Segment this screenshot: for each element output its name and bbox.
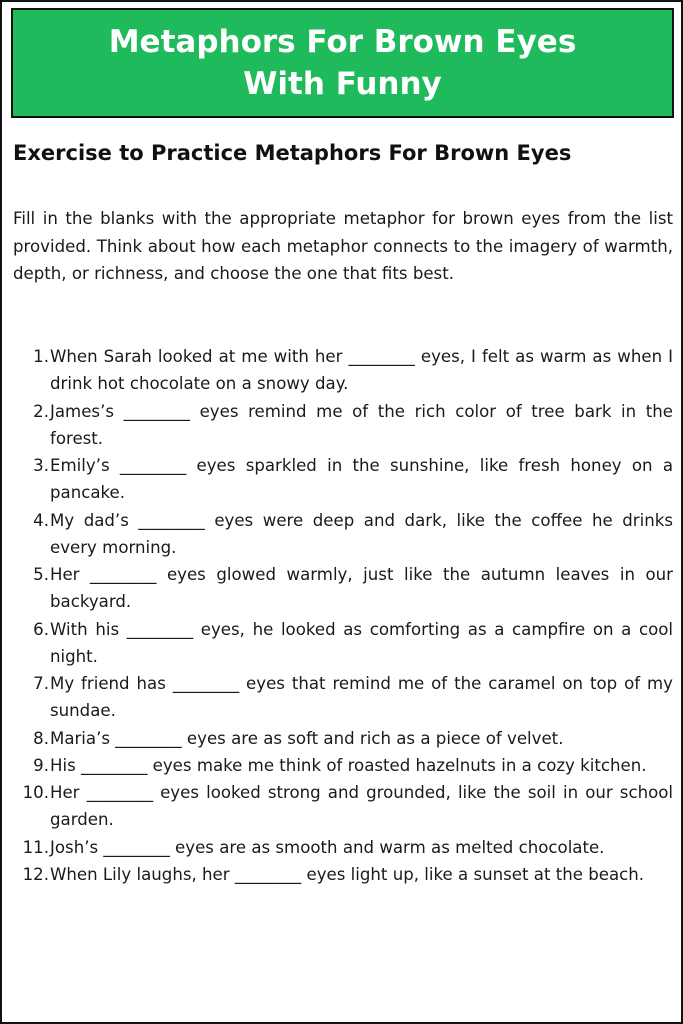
- exercise-number: 9.: [33, 755, 49, 775]
- instructions-paragraph: Fill in the blanks with the appropriate metaphor for brown eyes from the list provided. Think about how each metaphor connects to the imagery of warmth, depth, or richness, and choose the one that fits best.: [13, 209, 673, 283]
- exercise-number: 3.: [33, 456, 49, 475]
- exercise-item: [13, 670, 673, 725]
- exercise-item: [13, 861, 673, 888]
- exercise-sentence: Josh’s ________ eyes are as smooth and warm as melted chocolate.: [50, 837, 605, 857]
- exercise-item: [13, 779, 673, 834]
- exercise-list: [13, 343, 673, 888]
- exercise-sentence: His ________ eyes make me think of roasted hazelnuts in a cozy kitchen.: [50, 755, 647, 775]
- exercise-sentence: My dad’s ________ eyes were deep and dark, like the coffee he drinks every morning.: [50, 510, 673, 557]
- exercise-item: [13, 507, 673, 562]
- exercise-sentence: When Sarah looked at me with her ________ eyes, I felt as warm as when I drink hot chocolate on a snowy day.: [50, 347, 673, 394]
- exercise-number: 5.: [33, 565, 49, 584]
- exercise-item: [13, 752, 673, 779]
- exercise-sentence: Maria’s ________ eyes are as soft and rich as a piece of velvet.: [50, 728, 564, 748]
- exercise-item: [13, 616, 673, 671]
- exercise-number: 6.: [33, 619, 49, 639]
- exercise-number: 8.: [33, 728, 49, 748]
- exercise-number: 11.: [22, 837, 49, 857]
- banner-title-line-2: With Funny: [243, 66, 442, 102]
- exercise-item: [13, 725, 673, 752]
- exercise-sentence: Her ________ eyes looked strong and grounded, like the soil in our school garden.: [50, 783, 673, 830]
- exercise-number: 2.: [33, 401, 49, 421]
- exercise-item: [13, 561, 673, 616]
- exercise-sentence: My friend has ________ eyes that remind me of the caramel on top of my sundae.: [50, 674, 673, 721]
- exercise-item: [13, 834, 673, 861]
- exercise-number: 12.: [22, 864, 49, 884]
- exercise-heading: Exercise to Practice Metaphors For Brown Eyes: [13, 141, 572, 165]
- exercise-item: [13, 343, 673, 398]
- exercise-sentence: When Lily laughs, her ________ eyes light up, like a sunset at the beach.: [50, 864, 645, 884]
- exercise-sentence: James’s ________ eyes remind me of the rich color of tree bark in the forest.: [50, 401, 673, 448]
- exercise-sentence: Emily’s ________ eyes sparkled in the sunshine, like fresh honey on a pancake.: [50, 456, 673, 503]
- exercise-number: 7.: [33, 674, 49, 693]
- exercise-item: [13, 398, 673, 453]
- exercise-number: 10.: [22, 783, 49, 802]
- exercise-sentence: Her ________ eyes glowed warmly, just like the autumn leaves in our backyard.: [50, 565, 673, 612]
- title-banner: [11, 8, 674, 118]
- exercise-number: 1.: [33, 347, 49, 366]
- exercise-sentence: With his ________ eyes, he looked as comforting as a campfire on a cool night.: [50, 619, 673, 666]
- banner-title-line-1: Metaphors For Brown Eyes: [108, 24, 577, 60]
- exercise-item: [13, 452, 673, 507]
- exercise-number: 4.: [33, 510, 49, 530]
